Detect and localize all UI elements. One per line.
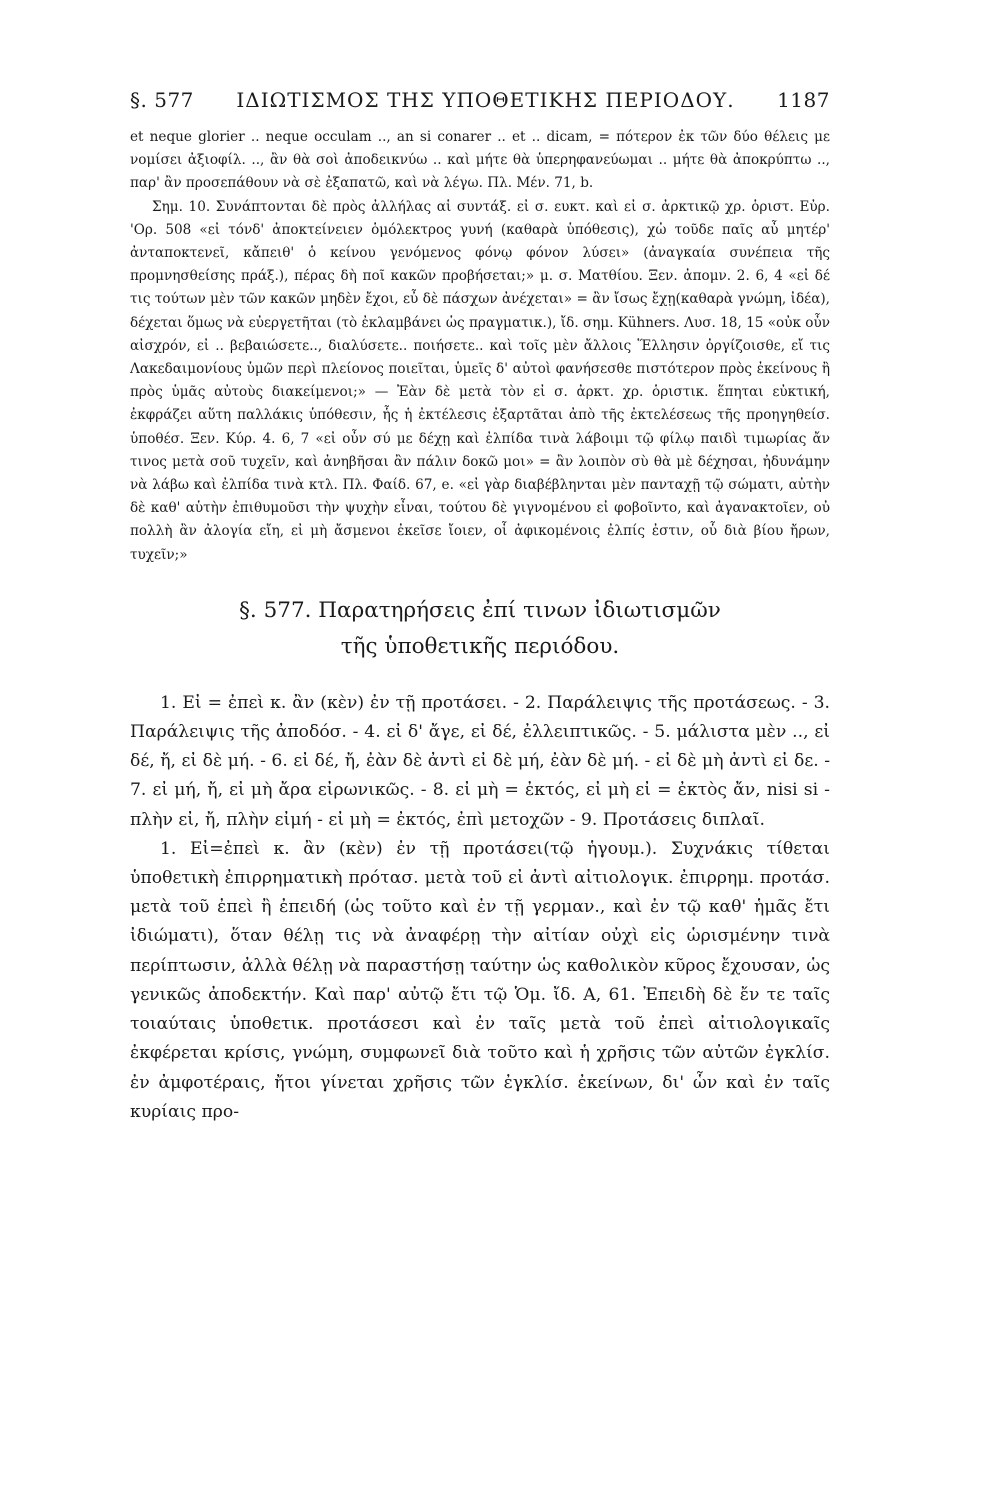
body-paragraph: 1. Εἰ=ἐπεὶ κ. ἂν (κὲν) ἐν τῇ προτάσει(τῷ ἡγουμ.). Συχνάκις τίθεται ὑποθετικὴ ἐπιρρηματικὴ πρότασ. μετὰ τοῦ εἰ ἀντὶ αἰτιολογικ. ἐπιρρημ. προτάσ. μετὰ τοῦ ἐπεὶ ἢ ἐπειδή (ὡς τοῦτο καὶ ἐν τῇ γερμαν., καὶ ἐν τῷ καθ' ἡμᾶς ἔτι ἰδιώματι), ὅταν θέλῃ τις νὰ ἀναφέρῃ τὴν αἰτίαν οὐχὶ εἰς ὡρισμένην τινὰ περίπτωσιν, ἀλλὰ θέλῃ νὰ παραστήσῃ ταύτην ὡς καθολικὸν κῦρος ἔχουσαν, ὡς γενικῶς ἀποδεκτήν. Καὶ παρ' αὐτῷ ἔτι τῷ Ὁμ. ἴδ. Α, 61. Ἐπειδὴ δὲ ἔν τε ταῖς τοιαύταις ὑποθετικ. προτάσεσι καὶ ἐν ταῖς μετὰ τοῦ ἐπεὶ αἰτιολογικαῖς ἐκφέρεται κρίσις, γνώμη, συμφωνεῖ διὰ τοῦτο καὶ ἡ χρῆσις τῶν αὐτῶν ἐγκλίσ. ἐν ἀμφοτέραις, ἤτοι γίνεται χρῆσις τῶν ἐγκλίσ. ἐκείνων, δι' ὧν καὶ ἐν ταῖς κυρίαις προ- <box>130 838 830 1122</box>
body-text <box>130 689 830 1127</box>
section-heading-line: τῆς ὑποθετικῆς περιόδου. <box>340 633 620 659</box>
running-header <box>130 88 830 112</box>
page-number: 1187 <box>777 88 830 112</box>
section-heading-line: §. 577. Παρατηρήσεις ἐπί τινων ἰδιωτισμῶν <box>239 597 721 623</box>
section-heading <box>130 593 830 665</box>
note-paragraph: et neque glorier .. neque occulam .., an si conarer .. et .. dicam, = πότερον ἐκ τῶν δύο θέλεις με νομίσει ἀξιοφίλ. .., ἂν θὰ σοὶ ἀποδεικνύω .. καὶ μήτε θὰ ὑπερηφανεύωμαι .. μήτε θὰ ἀποκρύπτω .., παρ' ἂν προσεπάθουν νὰ σὲ ἐξαπατῶ, καὶ νὰ λέγω. Πλ. Μέν. 71, b. <box>130 129 830 192</box>
note-paragraph: Σημ. 10. Συνάπτονται δὲ πρὸς ἀλλήλας αἱ συντάξ. εἰ σ. ευκτ. καὶ εἰ σ. ἀρκτικῷ χρ. ὁριστ. Εὐρ. 'Ορ. 508 «εἰ τόνδ' ἀποκτείνειεν ὁμόλεκτρος γυνή (καθαρὰ ὑπόθεσις), χὠ τοῦδε παῖς αὖ μητέρ' ἀνταποκτενεῖ, κἄπειθ' ὁ κείνου γενόμενος φόνῳ φόνον λύσει» (ἀναγκαία συνέπεια τῆς προμνησθείσης πράξ.), πέρας δὴ ποῖ κακῶν προβήσεται;» μ. σ. Ματθίου. Ξεν. ἀπομν. 2. 6, 4 «εἰ δέ τις τούτων μὲν τῶν κακῶν μηδὲν ἔχοι, εὖ δὲ πάσχων ἀνέχεται» = ἂν ἴσως ἔχῃ(καθαρὰ γνώμη, ἰδέα), δέχεται ὅμως νὰ εὐεργετῆται (τὸ ἐκλαμβάνει ὡς πραγματικ.), ἴδ. σημ. Kühners. Λυσ. 18, 15 «οὐκ οὖν αἰσχρόν, εἰ .. βεβαιώσετε.., διαλύσετε.. ποιήσετε.. καὶ τοῖς μὲν ἄλλοις Ἕλλησιν ὀργίζοισθε, εἴ τις Λακεδαιμονίους ὑμῶν περὶ πλείονος ποιεῖται, ὑμεῖς δ' αὐτοὶ φανήσεσθε πιστότερον πρὸς ἐκείνους ἢ πρὸς ὑμᾶς αὐτοὺς διακείμενοι;» — Ἐὰν δὲ μετὰ τὸν εἰ σ. ἀρκτ. χρ. ὁριστικ. ἕπηται εὐκτική, ἐκφράζει αὕτη παλλάκις ὑπόθεσιν, ἧς ἡ ἐκτέλεσις ἐξαρτᾶται ἀπὸ τῆς ἐκτελέσεως τῆς προηγηθείσ. ὑποθέσ. Ξεν. Κύρ. 4. 6, 7 «εἰ οὖν σύ με δέχῃ καὶ ἐλπίδα τινὰ λάβοιμι τῷ φίλῳ παιδὶ τιμωρίας ἄν τινος μετὰ σοῦ τυχεῖν, καὶ ἀνηβῆσαι ἂν πάλιν δοκῶ μοι» = ἂν λοιπὸν σὺ θὰ μὲ δέχησαι, ἠδυνάμην νὰ λάβω καὶ ἐλπίδα τινὰ κτλ. Πλ. Φαίδ. 67, e. «εἰ γὰρ διαβέβληνται μὲν πανταχῇ τῷ σώματι, αὐτὴν δὲ καθ' αὑτὴν ἐπιθυμοῦσι τὴν ψυχὴν εἶναι, τούτου δὲ γιγνομένου εἰ φοβοῖντο, καὶ ἀγανακτοῖεν, οὐ πολλὴ ἂν ἀλογία εἴη, εἰ μὴ ἄσμενοι ἐκεῖσε ἴοιεν, οἷ ἀφικομένοις ἐλπίς ἐστιν, οὗ διὰ βίου ἤρων, τυχεῖν;» <box>130 198 830 563</box>
header-title: ΙΔΙΩΤΙΣΜΟΣ ΤΗΣ ΥΠΟΘΕΤΙΚΗΣ ΠΕΡΙΟΔΟΥ. <box>236 88 735 112</box>
book-page <box>130 88 830 1127</box>
notes-block <box>130 126 830 567</box>
summary-paragraph: 1. Εἰ = ἐπεὶ κ. ἂν (κὲν) ἐν τῇ προτάσει. - 2. Παράλειψις τῆς προτάσεως. - 3. Παράλειψις τῆς ἀποδόσ. - 4. εἰ δ' ἄγε, εἰ δέ, ἐλλειπτικῶς. - 5. μάλιστα μὲν .., εἰ δέ, ἤ, εἰ δὲ μή. - 6. εἰ δέ, ἤ, ἐὰν δὲ ἀντὶ εἰ δὲ μή, ἐὰν δὲ μή. - εἰ δὲ μὴ ἀντὶ εἰ δε. - 7. εἰ μή, ἤ, εἰ μὴ ἄρα εἰρωνικῶς. - 8. εἰ μὴ = ἐκτός, εἰ μὴ εἰ = ἐκτὸς ἄν, nisi si - πλὴν εἰ, ἤ, πλὴν εἰμή - εἰ μὴ = ἐκτός, ἐπὶ μετοχῶν - 9. Προτάσεις διπλαῖ. <box>130 692 830 830</box>
header-section-number: §. 577 <box>130 88 194 112</box>
